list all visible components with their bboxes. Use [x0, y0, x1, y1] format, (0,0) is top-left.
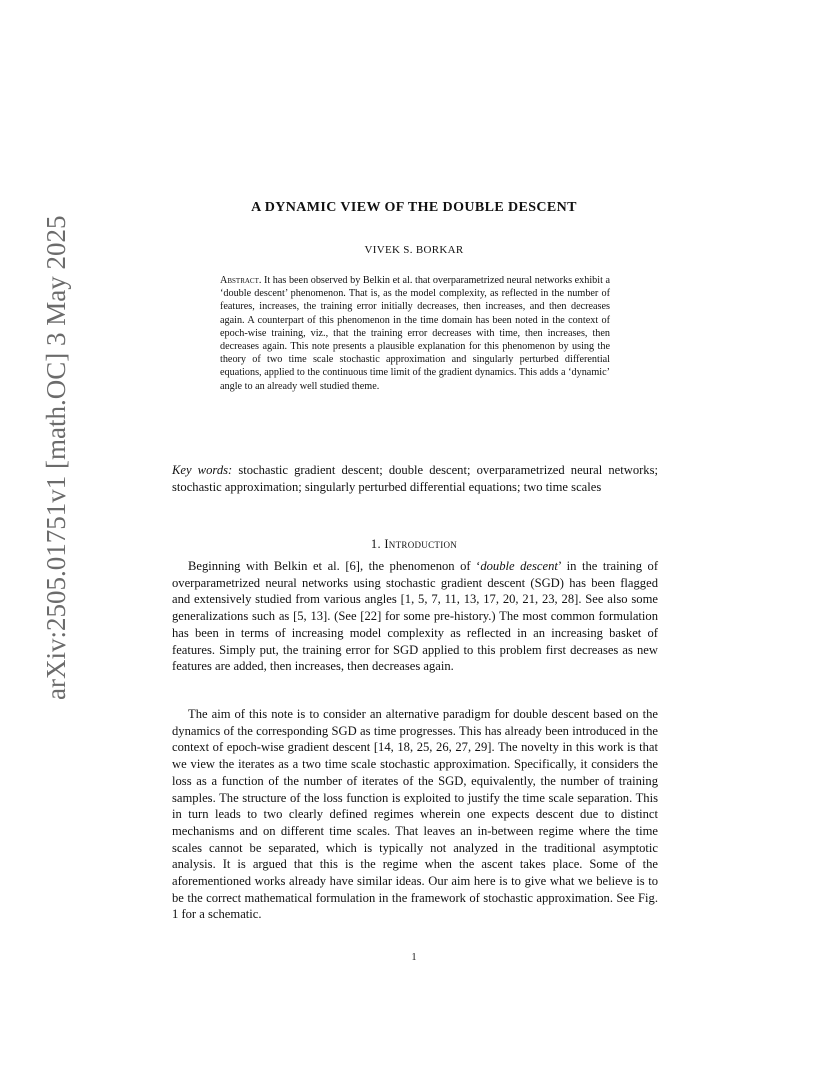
section-number: 1.: [370, 537, 381, 551]
section-title: Introduction: [384, 537, 458, 551]
intro-paragraph-2: The aim of this note is to consider an alternative paradigm for double descent based on the dynamics of the corresponding SGD as time progresses. This has already been introduced in the context of epoch-wise gradient descent [14, 18, 25, 26, 27, 29]. The novelty in this work is that we view the iterates as a two time scale stochastic approximation. Specifically, it considers the loss as a function of the number of iterates of the SGD, equivalently, the number of training samples. The structure of the loss function is exploited to justify the time scale separation. This in turn leads to two clearly defined regimes wherein one expects descent due to distinct mechanisms and on different time scales. That leaves an in-between regime where the time scales cannot be separated, which is typically not analyzed in the traditional asymptotic analysis. It is argued that this is the regime when the ascent takes place. Some of the aforementioned works already have similar ideas. Our aim here is to give what we believe is to be the correct mathematical formulation in the framework of stochastic approximation. See Fig. 1 for a schematic.: [172, 707, 658, 922]
paragraph-1-text-end: ’ in the training of overparametrized neural networks using stochastic gradient descent (SGD) has been flagged and extensively studied from various angles [1, 5, 7, 11, 13, 17, 20, 21, 23, 28]. See also some generalizations such as [5, 13]. (See [22] for some pre-history.) The most common formulation has been in terms of increasing model complexity as reflected in an increasing basket of features. Simply put, the training error for SGD applied to this problem first decreases as new features are added, then increases, then decreases again.: [172, 559, 659, 674]
paragraph-1-text-start: Beginning with Belkin et al. [6], the phenomenon of ‘: [188, 559, 481, 573]
keywords-text: stochastic gradient descent; double descent; overparametrized neural networks; stochastic approximation; singularly perturbed differential equations; two time scales: [172, 463, 659, 494]
keywords: [172, 462, 658, 495]
section-heading-introduction: [0, 537, 828, 552]
abstract: [220, 274, 610, 393]
page-number: 1: [411, 952, 417, 963]
paragraph-1-emphasis: double descent: [480, 559, 558, 573]
intro-paragraph-1: [172, 558, 658, 675]
abstract-text: It has been observed by Belkin et al. that overparametrized neural networks exhibit a ‘double descent’ phenomenon. That is, as the model complexity, as reflected in the number of features, increases, the training error initially decreases, then increases, and then decreases again. A counterpart of this phenomenon in the time domain has been noted in the context of epoch-wise training, viz., that the training error decreases with time, then increases, then decreases again. This note presents a plausible explanation for this phenomenon by using the theory of two time scale stochastic approximation and singularly perturbed differential equations, applied to the continuous time limit of the gradient dynamics. This adds a ‘dynamic’ angle to an already well studied theme.: [220, 275, 611, 392]
keywords-label: Key words:: [172, 463, 233, 477]
abstract-heading: Abstract.: [220, 275, 262, 286]
paper-title: A DYNAMIC VIEW OF THE DOUBLE DESCENT: [251, 200, 577, 215]
arxiv-margin-stamp: arXiv:2505.01751v1 [math.OC] 3 May 2025: [41, 215, 71, 700]
paper-author: VIVEK S. BORKAR: [364, 244, 464, 256]
